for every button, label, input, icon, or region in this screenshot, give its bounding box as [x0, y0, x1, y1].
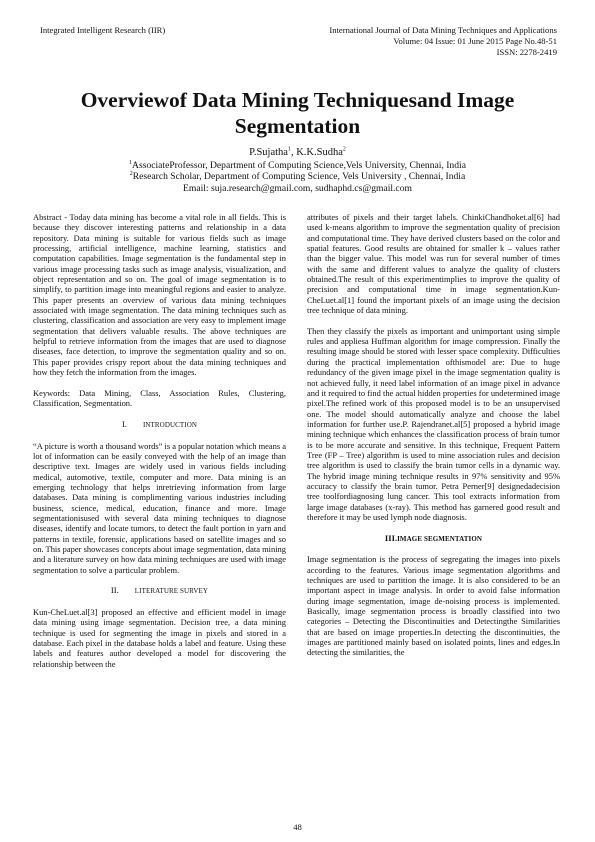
author-block [0, 147, 595, 194]
journal-volume: Volume: 04 Issue: 01 June 2015 Page No.48-51 [393, 36, 557, 46]
author-names: P.Sujatha$^1$, K.K.Sudha$^2$ [249, 146, 346, 158]
survey-continued-text: attributes of pixels and their target labels. ChinkiChandhoket.al[6] had used k-means algorithm to improve the segmentation quality of precision and computational time. They have derived clusters based on the color and spatial features. Good results are obtained for smaller k – values rather than the bigger value. This model was run for several number of times with the same and different values to analyze the quality of clusters obtained.The result of this experimentimplies to improve the quality of precision and computational time in image segmentation.Kun-CheLuet.al[1] found the important pixels of an image using the decision tree technique of data mining. [307, 212, 560, 316]
right-column [307, 212, 560, 658]
journal-issn: ISSN: 2278-2419 [496, 47, 557, 57]
abstract: Abstract - Today data mining has become a vital role in all fields. This is because they discover interesting patterns and relationship in a data repository. Data mining is suitable for various fields such as image processing, artificial intelligence, machine learning, statistics and computation capabilities. Image segmentation is the fundamental step in various image processing tasks such as image analysis, visualization, and object representation and so on. The goal of image segmentation is to simplify, to partition image into meaningful regions and easier to analyze. This paper presents an overview of various data mining techniques associated with image segmentation. The data mining techniques such as clustering, classification and association are very easy to implement image segmentation that delivers valuable results. The above techniques are helpful to retrieve information from the images that are used to diagnose diseases, face detection, to improve the segmentation quality and so on. This paper provides crispy report about the data mining techniques and how they fetch the information from the images. [33, 212, 286, 378]
journal-publisher-header: Integrated Intelligent Research (IIR) [40, 25, 166, 35]
keywords: Keywords: Data Mining, Class, Association Rules, Clustering, Classification, Segmentation. [33, 387, 286, 409]
left-column [33, 212, 286, 669]
section-heading-introduction: I. INTRODUCTION [121, 418, 198, 429]
journal-info-header [329, 25, 557, 58]
author-2-sup: 2 [342, 146, 346, 153]
paper-title: Overviewof Data Mining Techniquesand Image Segmentation [80, 88, 515, 138]
affiliation-2: $^2$Research Scholar, Department of Computing Science, Vels University , Chennai, India [129, 170, 466, 182]
survey-paragraph-2: Then they classify the pixels as important and unimportant using simple rules and appliesa Huffman algorithm for image compression. Finally the resulting image should be stored with lesser space complexity. Difficulties during the practical implementation ofthismodel are: Due to huge redundancy of the given image pixel in the image segmentation quality is not achieved fully, it need label information of an image pixel in advance and it required to find the actual hidden properties for undetermined image pixel.The refined work of this proposed model is to be an unsupervised one. The model should automatically analyze and choose the label information for further use.P. Rajendranet.al[5] proposed a hybrid image mining technique which enhances the classification process of brain tumor is to be more accurate and sensitive. In this technique, Frequent Pattern Tree (FP – Tree) algorithm is used to mine association rules and decision tree algorithm is used to classify the brain tumor cells in a dynamic way. The hybrid image mining technique results in 97% sensitivity and 95% accuracy to classify the brain tumor. Petra Perner[9] designedadecision tree toolfordiagnosing lung cancer. This tool extracts information from large image databases (x-ray). This method has garnered good result and therefore it may be used lymph node diagnosis. [307, 325, 560, 522]
section-heading-literature-survey: II. LITERATURE SURVEY [110, 585, 209, 596]
section-heading-image-segmentation: III.IMAGE SEGMENTATION [384, 532, 483, 543]
author-emails: Email: suja.research@gmail.com, sudhaphd.cs@gmail.com [183, 182, 412, 194]
literature-survey-text: Kun-CheLuet.al[3] proposed an effective and efficient model in image data mining using image segmentation. Decision tree, a data mining technique is used for segmenting the image in pixels and stored in a database. Each pixel in the database holds a label and feature. Using these labels and features author developed a model for discovering the relationship between the [33, 607, 286, 669]
affiliation-1: $^1$AssociateProfessor, Department of Computing Science,Vels University, Chennai, India [129, 159, 466, 171]
introduction-text: “A picture is worth a thousand words” is a popular notation which means a lot of information can be easily conveyed with the help of an image than descriptive text. Images are widely used in various fields including medical, automotive, textile, computer and more. Data mining is an emerging technology that helps inretrieving information from large databases. Data mining is complimenting various industries including business, science, medical, education, finance and more. Image segmentationisused with several data mining techniques to diagnose diseases, identify and locate tumors, to detect the fault portion in yarn and patterns in textile, forensic, applications based on satellite images and so on. This paper showcases concepts about image segmentation, data mining and a literature survey on how data mining techniques are used with image segmentation to solve a particular problem. [33, 440, 286, 575]
image-segmentation-text: Image segmentation is the process of segregating the images into pixels according to the features. Various image segmentation algorithms and techniques are used to partition the image. It is also considered to be an important aspect in image analysis. In order to avoid false information during image segmentation, image de-noising process is implemented. Basically, image segmentation process is broadly classified into two categories – Detecting the Discontinuities and Detectingthe Similarities that are based on image properties.In detecting the discontinuities, the images are partitioned mainly based on isolated points, lines and edges.In detecting the similarities, the [307, 554, 560, 658]
author-2: K.K.Sudha [296, 147, 343, 158]
author-1: P.Sujatha [249, 147, 288, 158]
author-1-sup: 1 [287, 146, 291, 153]
journal-name: International Journal of Data Mining Techniques and Applications [329, 25, 557, 35]
page-number: 48 [293, 822, 302, 832]
